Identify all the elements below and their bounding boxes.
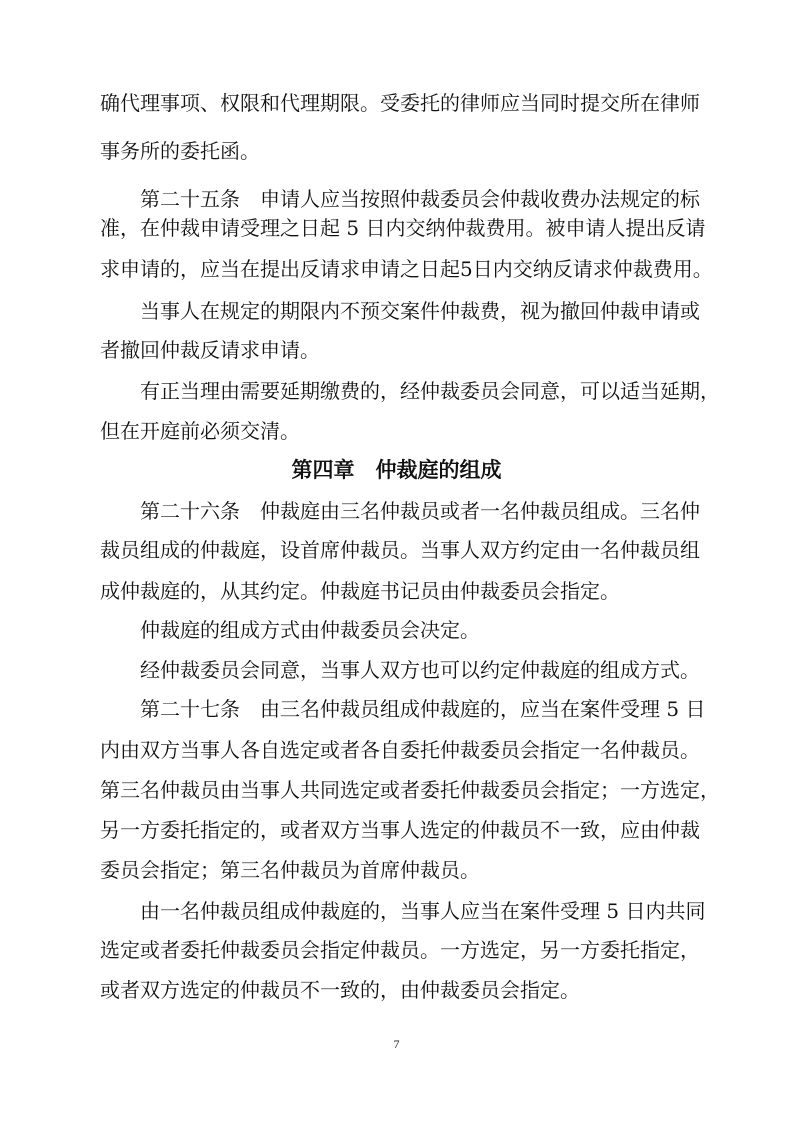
text-line: 第二十六条 仲裁庭由三名仲裁员或者一名仲裁员组成。三名仲	[140, 499, 700, 523]
text-line: 有正当理由需要延期缴费的，经仲裁委员会同意，可以适当延期，	[140, 379, 720, 403]
text-line: 当事人在规定的期限内不预交案件仲裁费，视为撤回仲裁申请或	[140, 299, 700, 323]
text-line: 经仲裁委员会同意，当事人双方也可以约定仲裁庭的组成方式。	[140, 658, 700, 682]
text-line: 但在开庭前必须交清。	[100, 419, 300, 443]
text-line: 第二十五条 申请人应当按照仲裁委员会仲裁收费办法规定的标	[140, 187, 700, 211]
text-line: 或者双方选定的仲裁员不一致的，由仲裁委员会指定。	[100, 978, 580, 1002]
text-line: 第二十七条 由三名仲裁员组成仲裁庭的，应当在案件受理 5 日	[140, 697, 706, 721]
text-line: 准，在仲裁申请受理之日起 5 日内交纳仲裁费用。被申请人提出反请	[100, 216, 706, 240]
text-line: 委员会指定；第三名仲裁员为首席仲裁员。	[100, 858, 480, 882]
chapter-heading: 第四章 仲裁庭的组成	[291, 458, 502, 482]
text-line: 确代理事项、权限和代理期限。受委托的律师应当同时提交所在律师	[100, 91, 700, 115]
text-line: 仲裁庭的组成方式由仲裁委员会决定。	[140, 618, 480, 642]
text-line: 裁员组成的仲裁庭，设首席仲裁员。当事人双方约定由一名仲裁员组	[100, 538, 700, 562]
text-line: 成仲裁庭的，从其约定。仲裁庭书记员由仲裁委员会指定。	[100, 579, 620, 603]
text-line: 事务所的委托函。	[100, 139, 260, 163]
text-line: 求申请的，应当在提出反请求申请之日起5日内交纳反请求仲裁费用。	[100, 257, 713, 281]
text-line: 内由双方当事人各自选定或者各自委托仲裁委员会指定一名仲裁员。	[100, 738, 700, 762]
text-line: 选定或者委托仲裁委员会指定仲裁员。一方选定，另一方委托指定，	[100, 938, 700, 962]
text-line: 由一名仲裁员组成仲裁庭的，当事人应当在案件受理 5 日内共同	[140, 899, 706, 923]
text-line: 第三名仲裁员由当事人共同选定或者委托仲裁委员会指定；一方选定，	[100, 778, 720, 802]
text-line: 者撤回仲裁反请求申请。	[100, 338, 320, 362]
page-number: 7	[393, 1037, 400, 1051]
text-line: 另一方委托指定的，或者双方当事人选定的仲裁员不一致，应由仲裁	[100, 818, 700, 842]
